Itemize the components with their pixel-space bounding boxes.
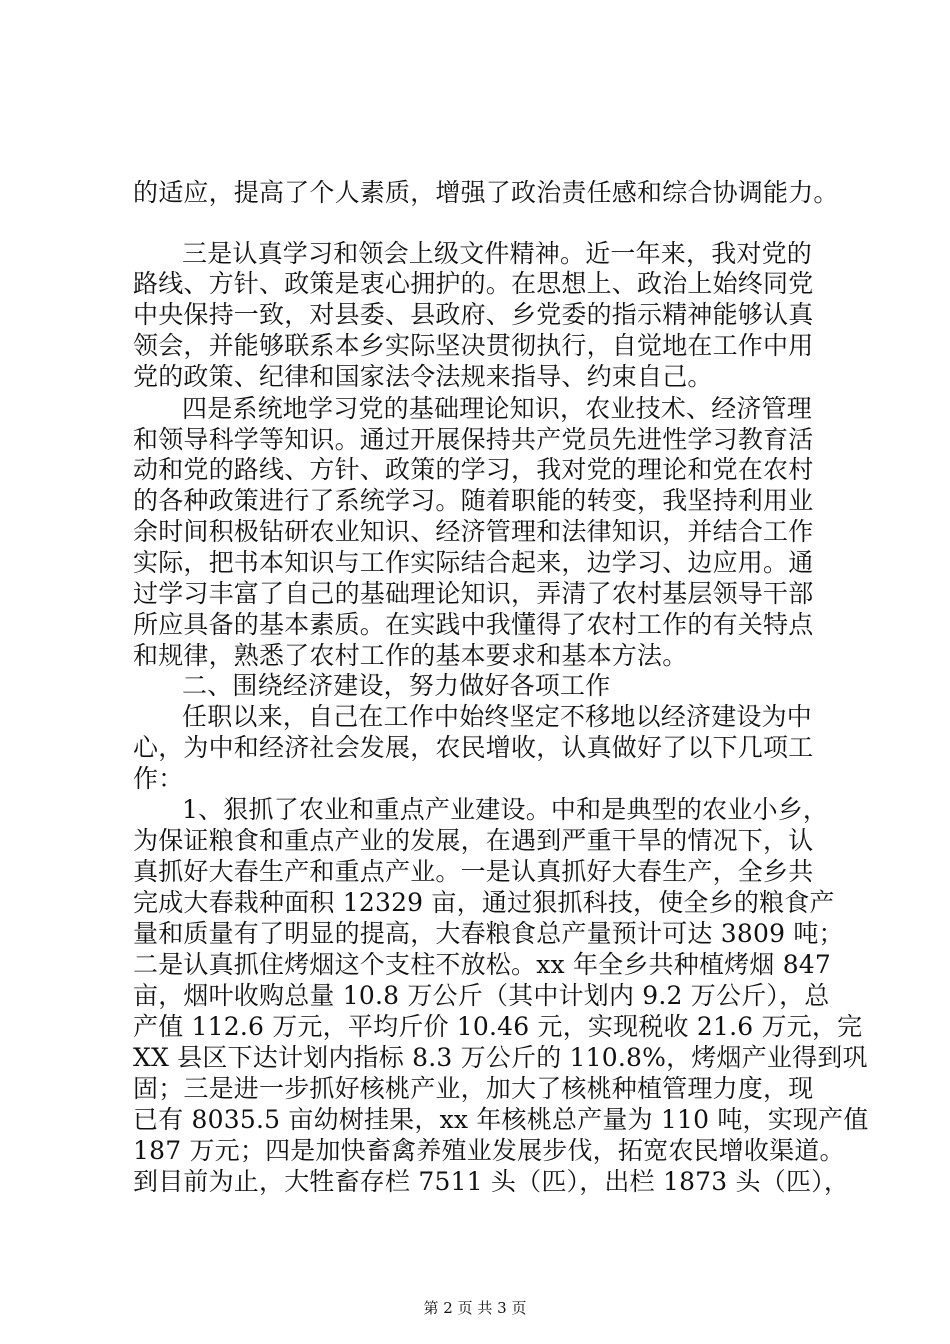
text-line: 量和质量有了明显的提高，大春粮食总产量预计可达 3809 吨； — [133, 919, 844, 948]
text-line: 动和党的路线、方针、政策的学习，我对党的理论和党在农村 — [133, 455, 814, 484]
text-line: 三是认真学习和领会上级文件精神。近一年来，我对党的 — [182, 239, 813, 268]
text-line: 1、狠抓了农业和重点产业建设。中和是典型的农业小乡， — [182, 795, 829, 824]
text-line: 已有 8035.5 亩幼树挂果，xx 年核桃总产量为 110 吨，实现产值 — [133, 1105, 869, 1134]
text-line: 和规律，熟悉了农村工作的基本要求和基本方法。 — [133, 641, 688, 670]
text-line: 路线、方针、政策是衷心拥护的。在思想上、政治上始终同党 — [133, 269, 814, 298]
text-line: 产值 112.6 万元，平均斤价 10.46 元，实现税收 21.6 万元，完 — [133, 1012, 863, 1041]
text-line: XX 县区下达计划内指标 8.3 万公斤的 110.8%，烤烟产业得到巩 — [133, 1043, 868, 1072]
text-line: 作： — [133, 764, 184, 793]
text-line: 实际，把书本知识与工作实际结合起来，边学习、边应用。通 — [133, 548, 814, 577]
text-line: 187 万元；四是加快畜禽养殖业发展步伐，拓宽农民增收渠道。 — [133, 1136, 845, 1165]
text-line: 和领导科学等知识。通过开展保持共产党员先进性学习教育活 — [133, 425, 814, 454]
section-heading: 二、围绕经济建设，努力做好各项工作 — [182, 671, 611, 700]
text-line: 为保证粮食和重点产业的发展，在遇到严重干旱的情况下，认 — [133, 826, 814, 855]
text-line: 中央保持一致，对县委、县政府、乡党委的指示精神能够认真 — [133, 300, 814, 329]
text-line: 党的政策、纪律和国家法令法规来指导、约束自己。 — [133, 362, 713, 391]
text-line: 心，为中和经济社会发展，农民增收，认真做好了以下几项工 — [133, 733, 814, 762]
text-line: 二是认真抓住烤烟这个支柱不放松。xx 年全乡共种植烤烟 847 — [133, 950, 832, 979]
text-line: 的各种政策进行了系统学习。随着职能的转变，我坚持利用业 — [133, 486, 814, 515]
text-line: 固；三是进一步抓好核桃产业，加大了核桃种植管理力度，现 — [133, 1074, 814, 1103]
text-line: 所应具备的基本素质。在实践中我懂得了农村工作的有关特点 — [133, 610, 814, 639]
text-line: 四是系统地学习党的基础理论知识，农业技术、经济管理 — [182, 394, 813, 423]
text-line: 到目前为止，大牲畜存栏 7511 头（匹），出栏 1873 头（匹）， — [133, 1167, 850, 1196]
text-line: 余时间积极钻研农业知识、经济管理和法律知识，并结合工作 — [133, 517, 814, 546]
text-line: 领会，并能够联系本乡实际坚决贯彻执行，自觉地在工作中用 — [133, 331, 814, 360]
text-line: 的适应，提高了个人素质，增强了政治责任感和综合协调能力。 — [133, 178, 839, 207]
text-line: 过学习丰富了自己的基础理论知识，弄清了农村基层领导干部 — [133, 579, 814, 608]
page-number-footer: 第 2 页 共 3 页 — [423, 1299, 527, 1317]
text-line: 完成大春栽种面积 12329 亩，通过狠抓科技，使全乡的粮食产 — [133, 888, 835, 917]
text-line: 亩，烟叶收购总量 10.8 万公斤（其中计划内 9.2 万公斤），总 — [133, 981, 830, 1010]
text-line: 任职以来，自己在工作中始终坚定不移地以经济建设为中 — [182, 702, 813, 731]
text-line: 真抓好大春生产和重点产业。一是认真抓好大春生产，全乡共 — [133, 857, 814, 886]
